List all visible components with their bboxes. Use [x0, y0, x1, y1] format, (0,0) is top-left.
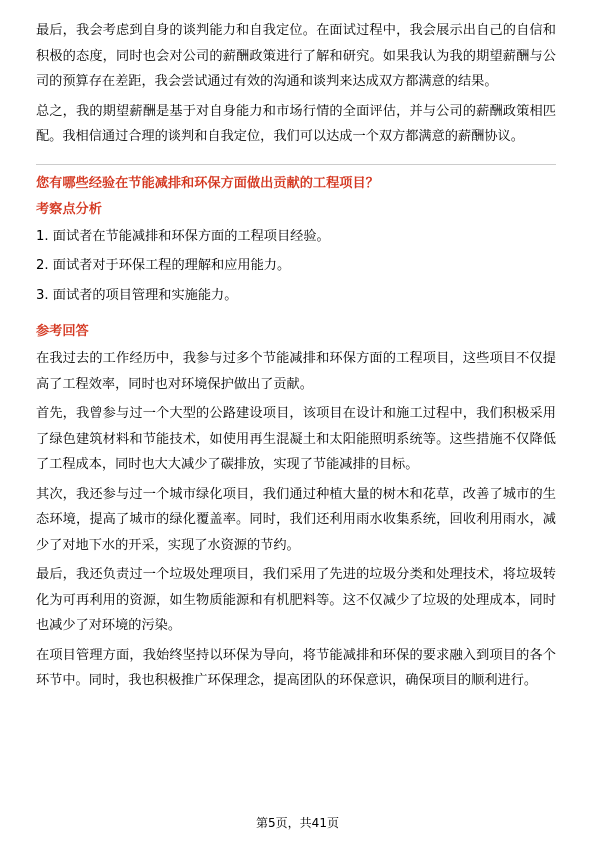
section-divider: [36, 164, 556, 165]
answer-paragraph: 最后，我还负责过一个垃圾处理项目，我们采用了先进的垃圾分类和处理技术，将垃圾转化为可再利用的资源，如生物质能源和有机肥料等。这不仅减少了垃圾的处理成本，同时也减少了对环境的污染。: [36, 567, 556, 633]
page-content: [36, 18, 556, 698]
question-title: 您有哪些经验在节能减排和环保方面做出贡献的工程项目？: [36, 175, 379, 191]
answer-paragraph: 其次，我还参与过一个城市绿化项目，我们通过种植大量的树木和花草，改善了城市的生态环境，提高了城市的绿化覆盖率。同时，我们还利用雨水收集系统，回收利用雨水，减少了对地下水的开采，实现了水资源的节约。: [36, 486, 556, 553]
answer-heading: 参考回答: [36, 324, 89, 339]
intro-paragraph: 总之，我的期望薪酬是基于对自身能力和市场行情的全面评估，并与公司的薪酬政策相匹配。我相信通过合理的谈判和自我定位，我们可以达成一个双方都满意的薪酬协议。: [36, 103, 556, 144]
answer-paragraph: 在项目管理方面，我始终坚持以环保为导向，将节能减排和环保的要求融入到项目的各个环节中。同时，我也积极推广环保理念，提高团队的环保意识，确保项目的顺利进行。: [36, 647, 556, 688]
spacer: [36, 312, 556, 320]
answer-paragraph: 首先，我曾参与过一个大型的公路建设项目，该项目在设计和施工过程中，我们积极采用了绿色建筑材料和节能技术，如使用再生混凝土和太阳能照明系统等。这些措施不仅降低了工程成本，同时也大大减少了碳排放，实现了节能减排的目标。: [36, 406, 556, 472]
analysis-item: 3. 面试者的项目管理和实施能力。: [36, 287, 238, 303]
answer-paragraph: 在我过去的工作经历中，我参与过多个节能减排和环保方面的工程项目，这些项目不仅提高了工程效率，同时也对环境保护做出了贡献。: [36, 351, 556, 392]
analysis-item: 1. 面试者在节能减排和环保方面的工程项目经验。: [36, 228, 330, 244]
intro-paragraph: 最后，我会考虑到自身的谈判能力和自我定位。在面试过程中，我会展示出自己的自信和积极的态度，同时也会对公司的薪酬政策进行了解和研究。如果我认为我的期望薪酬与公司的预算存在差距，我会尝试通过有效的沟通和谈判来达成双方都满意的结果。: [36, 23, 556, 89]
analysis-heading: 考察点分析: [36, 201, 102, 217]
analysis-item: 2. 面试者对于环保工程的理解和应用能力。: [36, 258, 291, 273]
page-number: 第5页，共41页: [256, 816, 339, 830]
